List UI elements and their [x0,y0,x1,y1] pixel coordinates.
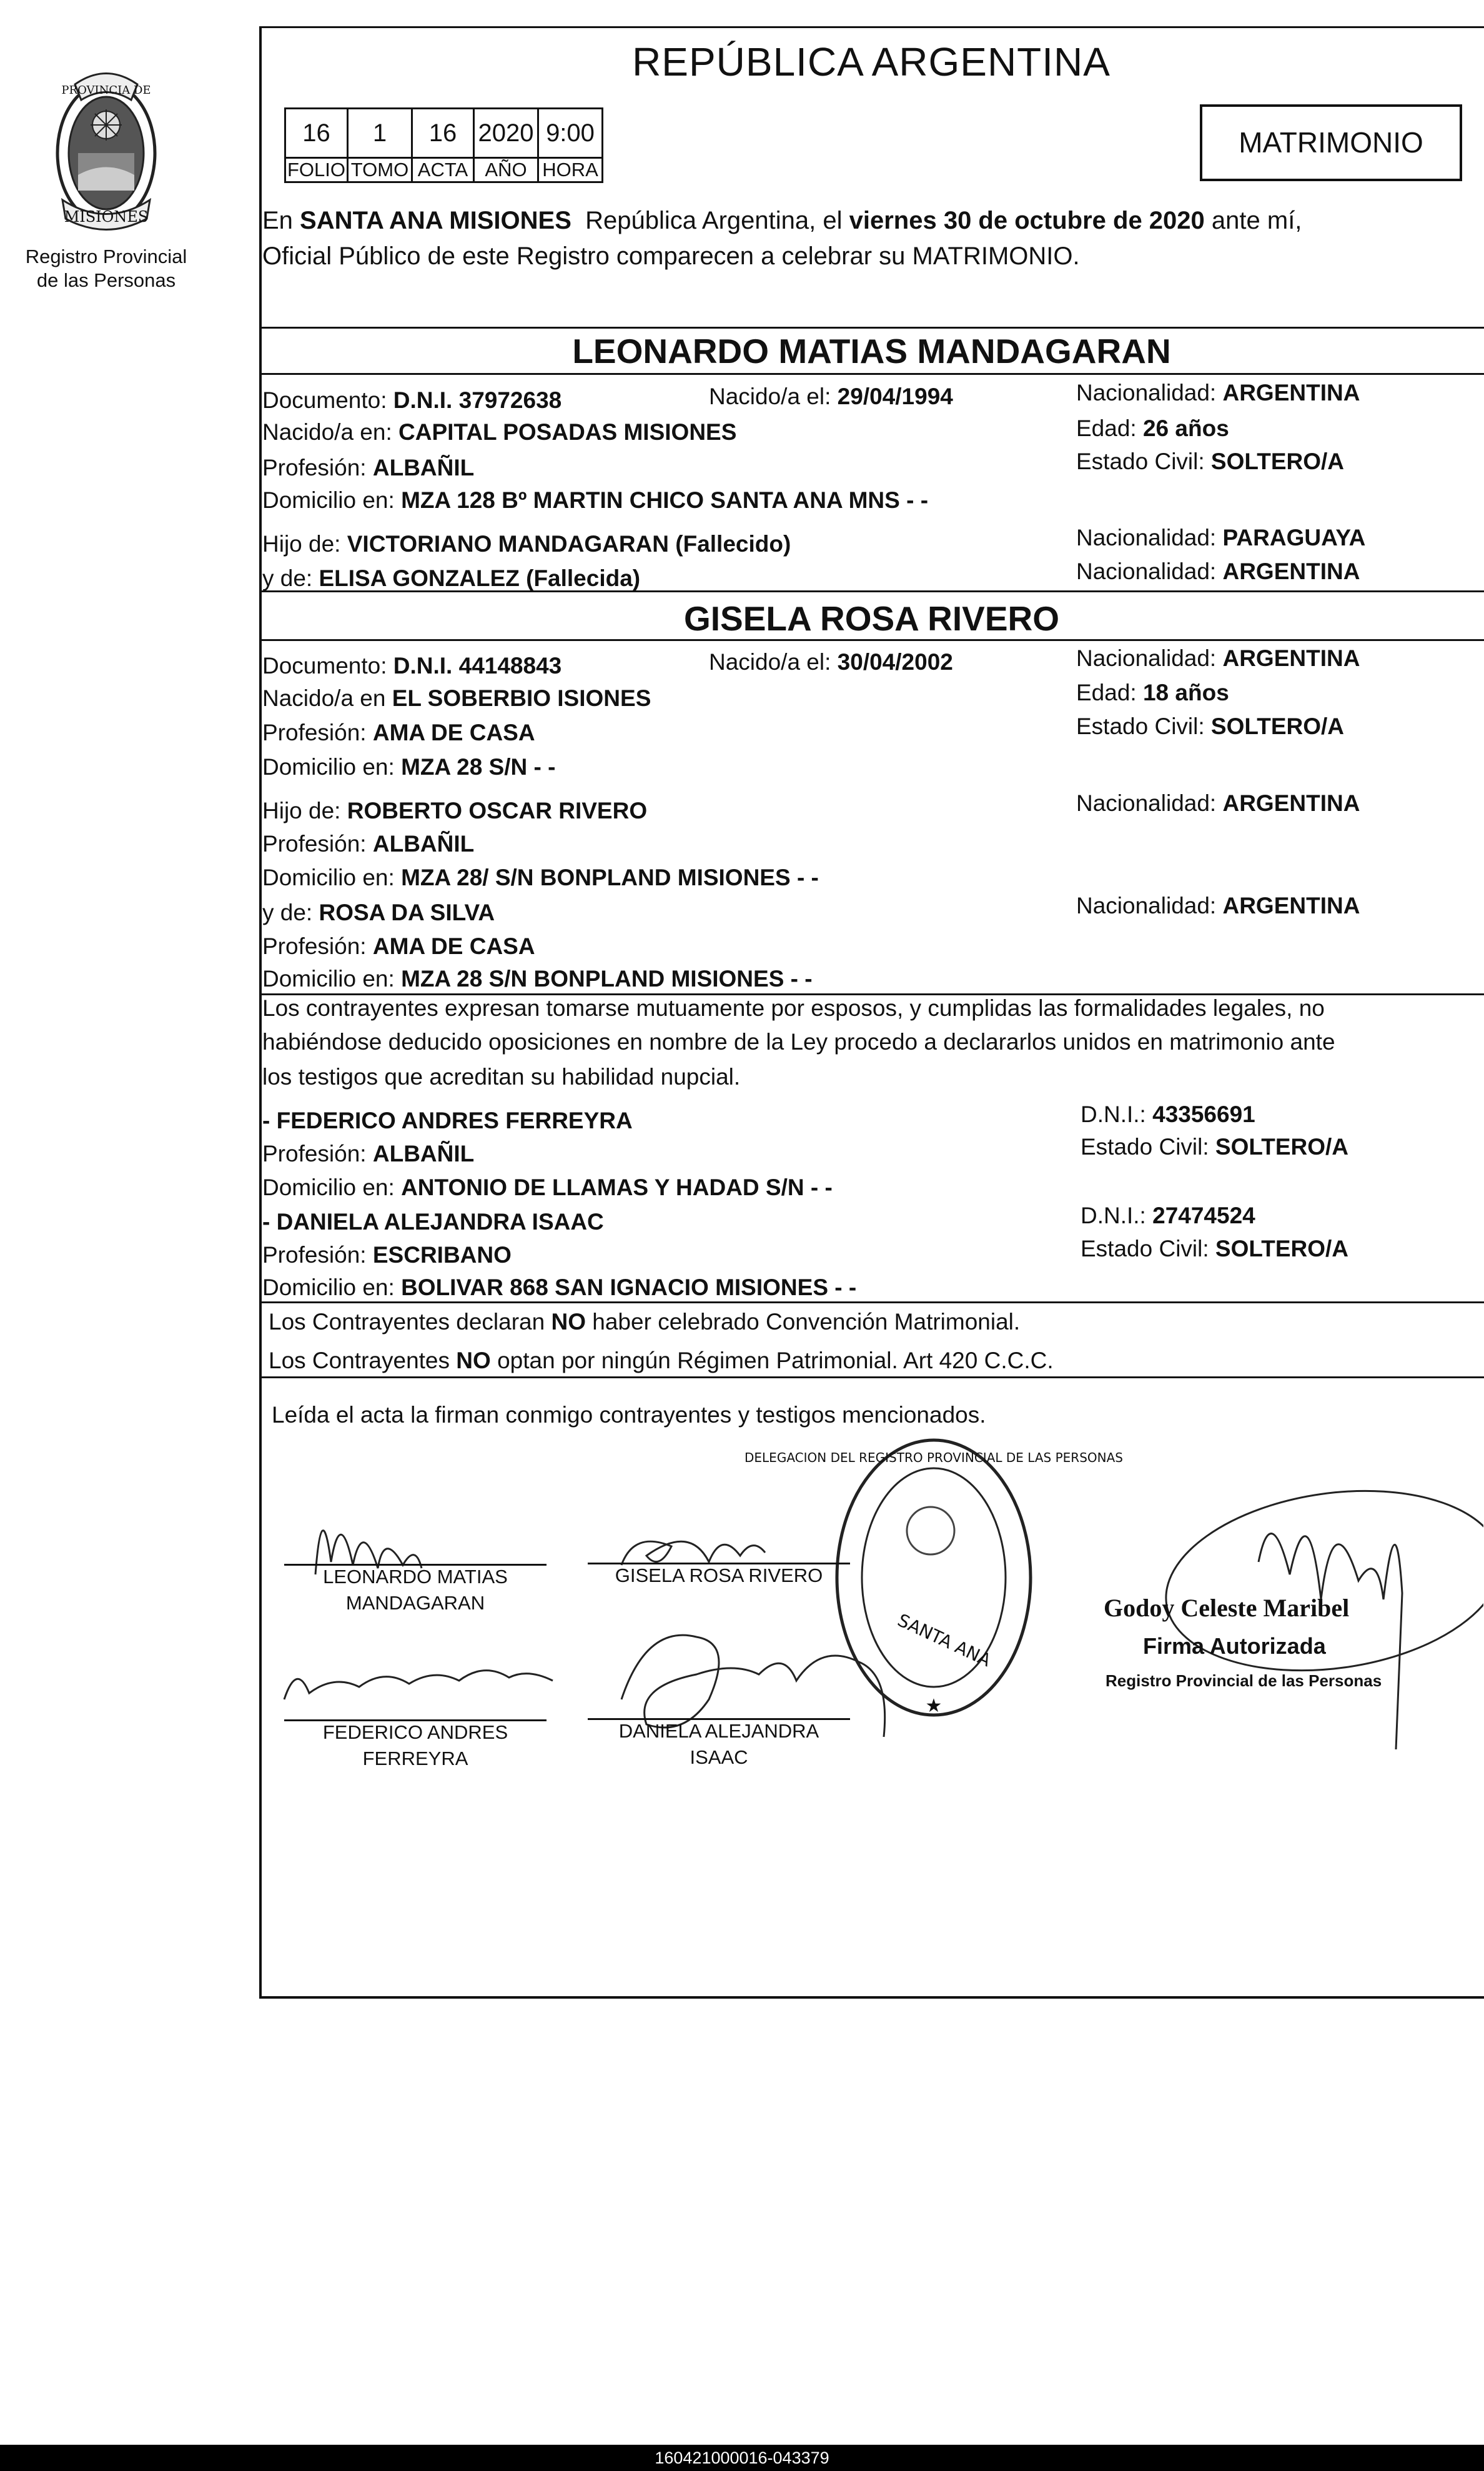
stamp-emblem-icon [907,1507,954,1554]
intro-place: SANTA ANA MISIONES [300,207,571,234]
label: Estado Civil: [1076,713,1211,739]
label: Domicilio en: [262,754,402,780]
label: Edad: [1076,680,1143,705]
closing-text: Leída el acta la firman conmigo contrayentes y testigos mencionados. [272,1402,986,1428]
signature-scribble [621,1541,765,1565]
declaration-line1: Los contrayentes expresan tomarse mutuamente por esposos, y cumplidas las formalidades legales, no [262,995,1325,1021]
party2-document [262,653,561,679]
text-bold: NO [456,1348,491,1373]
text: Los Contrayentes [269,1348,457,1373]
party2-father-prof-value: ALBAÑIL [372,831,475,857]
party1-mother [262,565,640,592]
witness1-name: - FEDERICO ANDRES FERREYRA [262,1108,633,1133]
party1-birthplace-value: CAPITAL POSADAS MISIONES [398,419,737,445]
witness2-address-value: BOLIVAR 868 SAN IGNACIO MISIONES - - [401,1275,857,1300]
intro-suffix-text: ante mí, [1204,207,1302,234]
signature-name-2 [588,1563,850,1589]
signature-scribble [284,1671,553,1699]
declaration-line2: habiéndose deducido oposiciones en nombre de la Ley procedo a declararlos unidos en matrimonio ante [262,1029,1335,1055]
party2-born-value: 30/04/2002 [837,649,953,675]
label: Nacionalidad: [1076,790,1223,816]
label: Profesión: [262,831,373,857]
line: DANIELA ALEJANDRA [618,1720,819,1742]
label: D.N.I.: [1081,1101,1153,1127]
party2-birthplace-value: EL SOBERBIO ISIONES [392,685,651,711]
folio-value: 16 [285,109,348,158]
party2-address-value: MZA 28 S/N - - [401,754,556,780]
party2-mother-profession [262,933,535,960]
party2-father [262,798,647,824]
party2-civil-value: SOLTERO/A [1210,713,1345,739]
province-seal-icon [44,66,169,241]
label: Profesión: [262,933,373,959]
party2-father-addr-value: MZA 28/ S/N BONPLAND MISIONES - - [401,865,819,890]
party2-age [1076,680,1229,706]
convention-line1 [269,1309,1020,1335]
witness2-dni-value: 27474524 [1152,1203,1255,1228]
label: Profesión: [262,1242,373,1268]
divider [259,590,1484,592]
party1-address-value: MZA 128 Bº MARTIN CHICO SANTA ANA MNS - - [401,487,929,513]
party1-nationality [1076,380,1360,406]
stamp-inner-text: SANTA ANA [894,1609,994,1671]
label: Nacido/a el: [709,384,838,409]
party2-birthdate [709,649,953,675]
party2-mother-nationality [1076,893,1360,919]
label: Domicilio en: [262,487,402,513]
label: Domicilio en: [262,865,402,890]
party1-profession [262,455,474,481]
declaration-line3: los testigos que acreditan su habilidad nupcial. [262,1064,741,1090]
hora-value: 9:00 [538,109,603,158]
party1-age-value: 26 años [1142,415,1229,441]
party1-document [262,387,561,414]
seal-bottom-text: MISIONES [64,208,149,226]
witness1-profession-value: ALBAÑIL [372,1141,475,1166]
folio-label: FOLIO [285,158,348,182]
label: Estado Civil: [1081,1134,1215,1160]
party2-mother [262,900,495,926]
party2-nationality [1076,645,1360,672]
party2-address [262,754,555,780]
signature-name-4 [588,1718,850,1771]
party1-age [1076,415,1229,442]
intro-date: viernes 30 de octubre de 2020 [849,207,1205,234]
label: Nacionalidad: [1076,645,1223,671]
witness2-address [262,1275,856,1301]
party1-mother-value: ELISA GONZALEZ (Fallecida) [319,565,641,591]
label: Edad: [1076,415,1143,441]
barcode-footer: 160421000016-043379 [0,2445,1484,2471]
party1-father-nat-value: PARAGUAYA [1222,525,1366,550]
party2-father-nat-value: ARGENTINA [1222,790,1360,816]
officer-office: Registro Provincial de las Personas [1106,1671,1382,1690]
label: Nacionalidad: [1076,893,1223,918]
party1-profession-value: ALBAÑIL [372,455,475,480]
registry-name-line1: Registro Provincial [25,246,187,267]
label: Hijo de: [262,798,347,823]
text: optan por ningún Régimen Patrimonial. Art 420 C.C.C. [490,1348,1054,1373]
intro-mid: República Argentina, el [571,207,849,234]
anio-value: 2020 [474,109,538,158]
line: LEONARDO MATIAS [323,1566,508,1588]
line: GISELA ROSA RIVERO [615,1564,823,1586]
convention-line2 [269,1348,1054,1374]
stamp-outer-ring [837,1440,1031,1715]
anio-label: AÑO [474,158,538,182]
party2-mother-nat-value: ARGENTINA [1222,893,1360,918]
party2-profession [262,720,535,746]
label: Domicilio en: [262,1275,402,1300]
party2-mother-address [262,966,813,992]
divider [259,327,1484,329]
party1-nationality-value: ARGENTINA [1222,380,1360,405]
party2-name: GISELA ROSA RIVERO [684,599,1059,638]
party2-father-profession [262,831,474,857]
text-bold: NO [551,1309,586,1335]
witness2-profession [262,1242,512,1268]
line: ISAAC [690,1746,748,1768]
party1-father-value: VICTORIANO MANDAGARAN (Fallecido) [347,531,791,557]
seal-top-text: PROVINCIA DE [61,84,151,97]
party1-doc-value: D.N.I. 37972638 [393,387,562,413]
intro-prefix: En [262,207,300,234]
party2-civil-status [1076,713,1344,740]
witness2-civil [1081,1236,1348,1262]
page-title: REPÚBLICA ARGENTINA [632,39,1111,84]
star-icon: ★ [925,1696,942,1716]
label: Documento: [262,653,393,679]
label: Domicilio en: [262,966,402,992]
divider [259,1301,1484,1303]
party1-address [262,487,928,514]
party2-mother-value: ROSA DA SILVA [319,900,495,925]
hora-label: HORA [538,158,603,182]
tomo-label: TOMO [348,158,412,182]
act-type-box: MATRIMONIO [1200,104,1462,181]
party2-father-nationality [1076,790,1360,817]
party1-civil-value: SOLTERO/A [1210,449,1345,474]
party2-mother-addr-value: MZA 28 S/N BONPLAND MISIONES - - [401,966,813,992]
witness2-profession-value: ESCRIBANO [372,1242,512,1268]
label: Estado Civil: [1076,449,1211,474]
intro-suffix [1205,207,1302,234]
signature-name-1 [284,1564,547,1616]
divider [259,373,1484,375]
label: Documento: [262,387,393,413]
signature-name-3 [284,1719,547,1772]
intro-line2: Oficial Público de este Registro comparecen a celebrar su MATRIMONIO. [262,242,1080,270]
party1-born-value: 29/04/1994 [837,384,953,409]
witness1-address-value: ANTONIO DE LLAMAS Y HADAD S/N - - [401,1175,833,1200]
label: Nacionalidad: [1076,525,1223,550]
party2-father-value: ROBERTO OSCAR RIVERO [347,798,648,823]
witness1-civil [1081,1134,1348,1160]
witness1-dni [1081,1101,1255,1128]
divider [259,1376,1484,1378]
label: Nacionalidad: [1076,559,1223,584]
party1-name: LEONARDO MATIAS MANDAGARAN [572,332,1171,370]
text: haber celebrado Convención Matrimonial. [586,1309,1021,1335]
record-table [284,107,603,183]
tomo-value: 1 [348,109,412,158]
label: Nacido/a en [262,685,392,711]
label: y de: [262,900,319,925]
party1-mother-nationality [1076,559,1360,585]
acta-value: 16 [412,109,474,158]
intro-line1 [262,207,1302,235]
registry-name [0,245,212,292]
officer-name: Godoy Celeste Maribel [1104,1594,1350,1622]
line: FERREYRA [362,1748,468,1769]
witness2-name: - DANIELA ALEJANDRA ISAAC [262,1209,604,1235]
party1-birthdate [709,384,953,410]
party2-age-value: 18 años [1142,680,1229,705]
label: Nacido/a en: [262,419,399,445]
acta-label: ACTA [412,158,474,182]
line: FEDERICO ANDRES [322,1721,508,1743]
witness1-dni-value: 43356691 [1152,1101,1255,1127]
party1-father [262,531,791,557]
party2-doc-value: D.N.I. 44148843 [393,653,562,679]
label: Profesión: [262,455,373,480]
label: Estado Civil: [1081,1236,1215,1261]
label: Hijo de: [262,531,347,557]
registry-name-line2: de las Personas [36,269,176,291]
party1-mother-nat-value: ARGENTINA [1222,559,1360,584]
label: Domicilio en: [262,1175,402,1200]
witness2-civil-value: SOLTERO/A [1215,1236,1349,1261]
party1-birthplace [262,419,736,445]
label: y de: [262,565,319,591]
divider [259,639,1484,641]
witness1-profession [262,1141,474,1167]
officer-role: Firma Autorizada [1143,1633,1326,1659]
witness1-civil-value: SOLTERO/A [1215,1134,1349,1160]
party2-birthplace [262,685,651,712]
label: Nacido/a el: [709,649,838,675]
witness2-dni [1081,1203,1255,1229]
line: MANDAGARAN [345,1592,485,1614]
party1-civil-status [1076,449,1344,475]
label: Profesión: [262,720,373,745]
label: D.N.I.: [1081,1203,1153,1228]
stamp-ring-text: DELEGACION DEL REGISTRO PROVINCIAL DE LAS PERSONAS [744,1450,1123,1465]
party1-father-nationality [1076,525,1365,551]
label: Nacionalidad: [1076,380,1223,405]
party2-father-address [262,865,819,891]
label: Profesión: [262,1141,373,1166]
witness1-address [262,1175,833,1201]
party2-profession-value: AMA DE CASA [372,720,535,745]
party2-nationality-value: ARGENTINA [1222,645,1360,671]
text: Los Contrayentes declaran [269,1309,552,1335]
party2-mother-prof-value: AMA DE CASA [372,933,535,959]
